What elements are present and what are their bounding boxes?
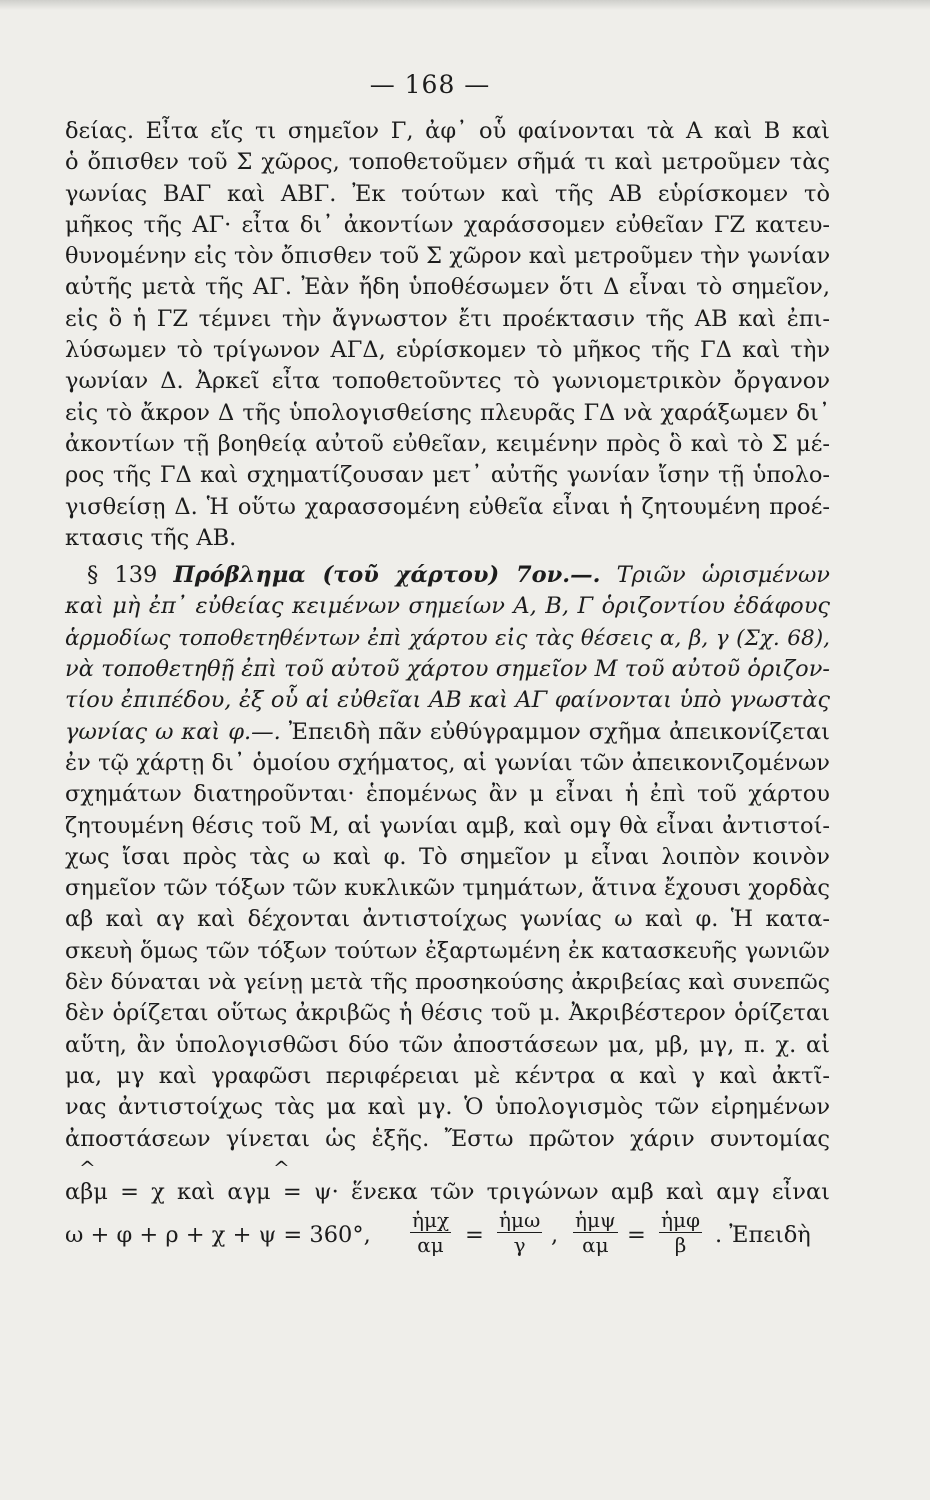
- section-number: § 139: [87, 562, 158, 589]
- body-text: [65, 116, 830, 1260]
- text-line: γωνίαν Δ. Ἀρκεῖ εἶτα τοποθετοῦντες τὸ γωνιομετρικὸν ὄργανον: [65, 368, 830, 395]
- problem-statement-end: γωνίας ω καὶ φ.—.: [65, 718, 281, 745]
- angle-mark: ^: [273, 1155, 290, 1180]
- formula-line: [65, 1208, 830, 1260]
- text-line: λύσωμεν τὸ τρίγωνον ΑΓΔ, εὑρίσκομεν τὸ μῆκος τῆς ΓΔ καὶ τὴν: [65, 337, 830, 364]
- fraction-denominator: αμ: [417, 1233, 444, 1258]
- fraction: [659, 1208, 702, 1257]
- angle-mark: ^: [79, 1155, 96, 1180]
- fraction: [573, 1208, 618, 1257]
- text-line: γισθείσῃ Δ. Ἡ οὕτω χαρασσομένη εὐθεῖα εἶναι ἡ ζητουμένη προέ-: [65, 493, 830, 520]
- fraction-numerator: ἡμφ: [661, 1208, 700, 1233]
- section-text: Τριῶν ὡρισμένων: [616, 562, 830, 589]
- fraction-numerator: ἡμψ: [575, 1208, 616, 1233]
- fraction: [410, 1208, 451, 1257]
- solution-start: Ἐπειδὴ πᾶν εὐθύγραμμον σχῆμα ἀπεικονίζεται: [288, 718, 830, 745]
- fraction: [497, 1208, 542, 1257]
- fraction-denominator: αμ: [582, 1233, 609, 1258]
- text-line: αὕτη, ἂν ὑπολογισθῶσι δύο τῶν ἀποστάσεων μα, μβ, μγ, π. χ. αἱ: [65, 1031, 830, 1058]
- comma: ,: [551, 1222, 559, 1249]
- text-line: μα, μγ καὶ γραφῶσι περιφέρειαι μὲ κέντρα α καὶ γ καὶ ἀκτῖ-: [65, 1062, 830, 1089]
- angle-marks-line: [65, 1155, 830, 1180]
- text-line: δείας. Εἶτα εἴς τι σημεῖον Γ, ἀφ᾽ οὗ φαίνονται τὰ Α καὶ Β καὶ: [65, 118, 830, 144]
- text-line: ἐν τῷ χάρτῃ δι᾽ ὁμοίου σχήματος, αἱ γωνίαι τῶν ἀπεικονιζομένων: [65, 749, 830, 776]
- text-line: εἰς τὸ ἄκρον Δ τῆς ὑπολογισθείσης πλευρᾶς ΓΔ νὰ χαράξωμεν δι᾽: [65, 399, 830, 426]
- text-line: ὁ ὄπισθεν τοῦ Σ χῶρος, τοποθετοῦμεν σῆμά τι καὶ μετροῦμεν τὰς: [65, 149, 830, 176]
- problem-statement-line: ἁρμοδίως τοποθετηθέντων ἐπὶ χάρτου εἰς τὰς θέσεις α, β, γ (Σχ. 68),: [65, 625, 830, 651]
- text-line: σημεῖον τῶν τόξων τῶν κυκλικῶν τμημάτων, ἅτινα ἔχουσι χορδὰς: [65, 875, 830, 902]
- text-line: θυνομένην εἰς τὸν ὄπισθεν τοῦ Σ χῶρον καὶ μετροῦμεν τὴν γωνίαν: [65, 243, 831, 270]
- text-line: σχημάτων διατηροῦνται· ἑπομένως ἂν μ εἶναι ἡ ἐπὶ τοῦ χάρτου: [65, 781, 830, 808]
- equals-sign: =: [627, 1222, 646, 1249]
- page-number: — 168 —: [369, 70, 491, 99]
- text-line: ρος τῆς ΓΔ καὶ σχηματίζουσαν μετ᾽ αὐτῆς γωνίαν ἴσην τῇ ὑπολο-: [65, 462, 830, 489]
- fraction-numerator: ἡμω: [499, 1208, 541, 1233]
- text-line: γωνίας ΒΑΓ καὶ ΑΒΓ. Ἐκ τούτων καὶ τῆς ΑΒ εὑρίσκομεν τὸ: [65, 180, 830, 207]
- text-line: αβ καὶ αγ καὶ δέχονται ἀντιστοίχως γωνίας ω καὶ φ. Ἡ κατα-: [65, 906, 830, 933]
- fraction-numerator: ἡμχ: [412, 1208, 450, 1233]
- text-line: σκευὴ ὅμως τῶν τόξων τούτων ἐξαρτωμένη ἐκ κατασκευῆς γωνιῶν: [65, 937, 830, 964]
- text-line: μῆκος τῆς ΑΓ· εἶτα δι᾽ ἀκοντίων χαράσσομεν εὐθεῖαν ΓΖ κατευ-: [65, 211, 830, 238]
- text-line: νας ἀντιστοίχως τὰς μα καὶ μγ. Ὁ ὑπολογισμὸς τῶν εἰρημένων: [65, 1094, 830, 1121]
- formula-tail: . Ἐπειδὴ: [715, 1222, 811, 1249]
- text-line: κτασις τῆς ΑΒ.: [65, 524, 237, 551]
- equation-line: αβμ = χ καὶ αγμ = ψ· ἕνεκα τῶν τριγώνων αμβ καὶ αμγ εἶναι: [65, 1178, 830, 1205]
- fraction-denominator: γ: [513, 1233, 526, 1258]
- page-top-edge: [0, 0, 930, 10]
- problem-statement-line: νὰ τοποθετηθῇ ἐπὶ τοῦ αὐτοῦ χάρτου σημεῖον Μ τοῦ αὐτοῦ ὁριζον-: [65, 656, 830, 683]
- text-line: αὐτῆς μετὰ τῆς ΑΓ. Ἐὰν ἤδη ὑποθέσωμεν ὅτι Δ εἶναι τὸ σημεῖον,: [65, 274, 830, 301]
- fraction-denominator: β: [674, 1233, 687, 1258]
- problem-statement-line: καὶ μὴ ἐπ᾽ εὐθείας κειμένων σημείων Α, Β, Γ ὁριζοντίου ἐδάφους: [65, 593, 830, 620]
- formula-sum: ω + φ + ρ + χ + ψ = 360°,: [65, 1222, 371, 1249]
- text-line: δὲν δύναται νὰ γείνῃ μετὰ τῆς προσηκούσης ἀκριβείας καὶ συνεπῶς: [65, 970, 830, 996]
- equals-sign: =: [465, 1222, 484, 1249]
- text-line: ζητουμένη θέσις τοῦ Μ, αἱ γωνίαι αμβ, καὶ ομγ θὰ εἶναι ἀντιστοί-: [65, 812, 830, 839]
- text-line: [65, 717, 830, 748]
- section-heading-line: [65, 560, 830, 591]
- text-line: ἀκοντίων τῇ βοηθείᾳ αὐτοῦ εὐθεῖαν, κειμένην πρὸς ὃ καὶ τὸ Σ μέ-: [65, 430, 830, 457]
- text-line: χως ἴσαι πρὸς τὰς ω καὶ φ. Τὸ σημεῖον μ εἶναι λοιπὸν κοινὸν: [65, 843, 830, 870]
- text-line: δὲν ὁρίζεται οὕτως ἀκριβῶς ἡ θέσις τοῦ μ. Ἀκριβέστερον ὁρίζεται: [65, 1000, 830, 1027]
- problem-statement-line: τίου ἐπιπέδου, ἐξ οὗ αἱ εὐθεῖαι ΑΒ καὶ ΑΓ φαίνονται ὑπὸ γνωστὰς: [65, 687, 830, 714]
- text-line: εἰς ὃ ἡ ΓΖ τέμνει τὴν ἄγνωστον ἔτι προέκτασιν τῆς ΑΒ καὶ ἐπι-: [65, 305, 830, 332]
- section-title: Πρόβλημα (τοῦ χάρτου) 7ον.—.: [173, 562, 601, 589]
- text-line: ἀποστάσεων γίνεται ὡς ἑξῆς. Ἔστω πρῶτον χάριν συντομίας: [65, 1125, 830, 1152]
